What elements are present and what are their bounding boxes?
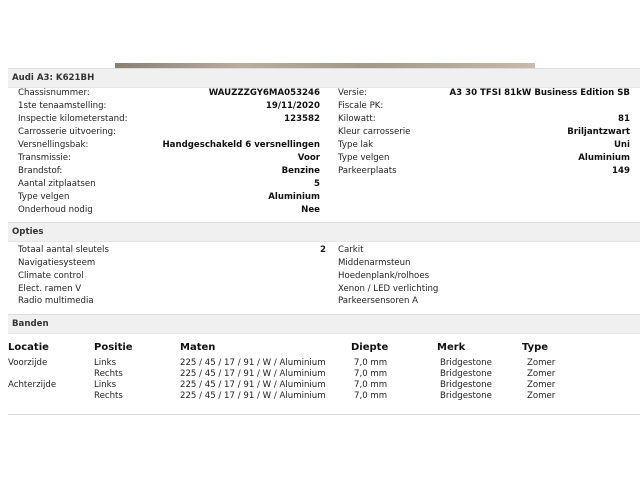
tyre-header-type: Type <box>522 342 549 353</box>
spec-label: Type velgen <box>18 192 70 202</box>
spec-row <box>18 88 320 100</box>
spec-value: 5 <box>314 179 320 189</box>
tyre-cell-locatie: Achterzijde <box>8 380 57 390</box>
option-item: Carkit <box>338 245 364 255</box>
tyre-cell-merk: Bridgestone <box>440 391 492 401</box>
tyre-cell-type: Zomer <box>527 369 556 379</box>
option-item: Xenon / LED verlichting <box>338 284 439 294</box>
spec-row <box>18 153 320 165</box>
tyre-cell-merk: Bridgestone <box>440 358 492 368</box>
spec-label: Versie: <box>338 88 368 98</box>
spec-row <box>338 140 630 152</box>
spec-value: Aluminium <box>268 192 320 202</box>
spec-label: Fiscale PK: <box>338 101 384 111</box>
spec-label: Chassisnummer: <box>18 88 90 98</box>
spec-value: Handgeschakeld 6 versnellingen <box>162 140 320 150</box>
spec-row <box>338 127 630 139</box>
vehicle-section-header <box>8 68 640 88</box>
spec-label: Inspectie kilometerstand: <box>18 114 128 124</box>
option-item: Navigatiesysteem <box>18 258 96 268</box>
spec-label: Carrosserie uitvoering: <box>18 127 116 137</box>
spec-value: WAUZZZGY6MA053246 <box>208 88 320 98</box>
tyre-cell-positie: Rechts <box>94 391 123 401</box>
spec-label: Type lak <box>338 140 374 150</box>
spec-value: Uni <box>613 140 630 150</box>
tyres-section-header <box>8 314 640 334</box>
spec-row <box>18 127 320 139</box>
vehicle-report-panel <box>8 68 640 416</box>
tyre-cell-diepte: 7,0 mm <box>354 380 388 390</box>
tyre-cell-maten: 225 / 45 / 17 / 91 / W / Aluminium <box>180 391 326 401</box>
spec-row <box>18 166 320 178</box>
option-item: Radio multimedia <box>18 296 94 306</box>
tyre-cell-diepte: 7,0 mm <box>354 391 388 401</box>
spec-row <box>338 153 630 165</box>
spec-value: 123582 <box>284 114 320 124</box>
spec-label: Aantal zitplaatsen <box>18 179 96 189</box>
vehicle-title: Audi A3: K621BH <box>12 73 95 83</box>
tyre-cell-diepte: 7,0 mm <box>354 369 388 379</box>
tyre-cell-type: Zomer <box>527 391 556 401</box>
spec-label: Type velgen <box>338 153 390 163</box>
spec-row <box>18 205 320 217</box>
spec-value: Voor <box>297 153 320 163</box>
tyre-cell-diepte: 7,0 mm <box>354 358 388 368</box>
spec-row <box>338 166 630 178</box>
spec-label: Kilowatt: <box>338 114 376 124</box>
spec-label: Kleur carrosserie <box>338 127 411 137</box>
option-item: Hoedenplank/rolhoes <box>338 271 430 281</box>
tyre-header-maten: Maten <box>180 342 216 353</box>
tyres-title: Banden <box>12 319 49 329</box>
spec-value: Benzine <box>281 166 320 176</box>
options-title: Opties <box>12 227 44 237</box>
tyre-cell-type: Zomer <box>527 380 556 390</box>
option-item: Parkeersensoren A <box>338 296 419 306</box>
options-section-header <box>8 222 640 242</box>
tyre-header-diepte: Diepte <box>351 342 389 353</box>
tyre-cell-locatie: Voorzijde <box>8 358 48 368</box>
spec-row <box>18 114 320 126</box>
spec-value: 19/11/2020 <box>265 101 320 111</box>
spec-value: Nee <box>301 205 320 215</box>
option-item: Elect. ramen V <box>18 284 82 294</box>
tyre-header-merk: Merk <box>437 342 466 353</box>
spec-value: 81 <box>618 114 630 124</box>
spec-label: Transmissie: <box>18 153 71 163</box>
spec-row <box>338 88 630 100</box>
panel-bottom-divider <box>8 414 640 415</box>
spec-label: Versnellingsbak: <box>18 140 89 150</box>
tyre-cell-type: Zomer <box>527 358 556 368</box>
spec-label: Onderhoud nodig <box>18 205 93 215</box>
option-item: Climate control <box>18 271 84 281</box>
spec-value: A3 30 TFSI 81kW Business Edition SB <box>449 88 630 98</box>
spec-value: Aluminium <box>578 153 630 163</box>
tyre-cell-positie: Rechts <box>94 369 123 379</box>
tyre-cell-maten: 225 / 45 / 17 / 91 / W / Aluminium <box>180 358 326 368</box>
tyre-header-positie: Positie <box>94 342 133 353</box>
spec-value: 149 <box>612 166 630 176</box>
tyre-cell-positie: Links <box>94 380 117 390</box>
spec-row <box>18 140 320 152</box>
keys-count: 2 <box>320 245 326 255</box>
option-item: Totaal aantal sleutels <box>18 245 109 255</box>
spec-row <box>18 179 320 191</box>
tyre-cell-maten: 225 / 45 / 17 / 91 / W / Aluminium <box>180 369 326 379</box>
tyre-cell-maten: 225 / 45 / 17 / 91 / W / Aluminium <box>180 380 326 390</box>
option-item: Middenarmsteun <box>338 258 411 268</box>
spec-row <box>18 101 320 113</box>
spec-label: 1ste tenaamstelling: <box>18 101 107 111</box>
spec-row <box>338 101 630 113</box>
tyre-header-locatie: Locatie <box>8 342 49 353</box>
spec-row <box>338 114 630 126</box>
spec-label: Parkeerplaats <box>338 166 397 176</box>
tyre-cell-merk: Bridgestone <box>440 369 492 379</box>
tyre-cell-positie: Links <box>94 358 117 368</box>
tyre-cell-merk: Bridgestone <box>440 380 492 390</box>
spec-row <box>18 192 320 204</box>
spec-value: Briljantzwart <box>567 127 630 137</box>
spec-label: Brandstof: <box>18 166 63 176</box>
